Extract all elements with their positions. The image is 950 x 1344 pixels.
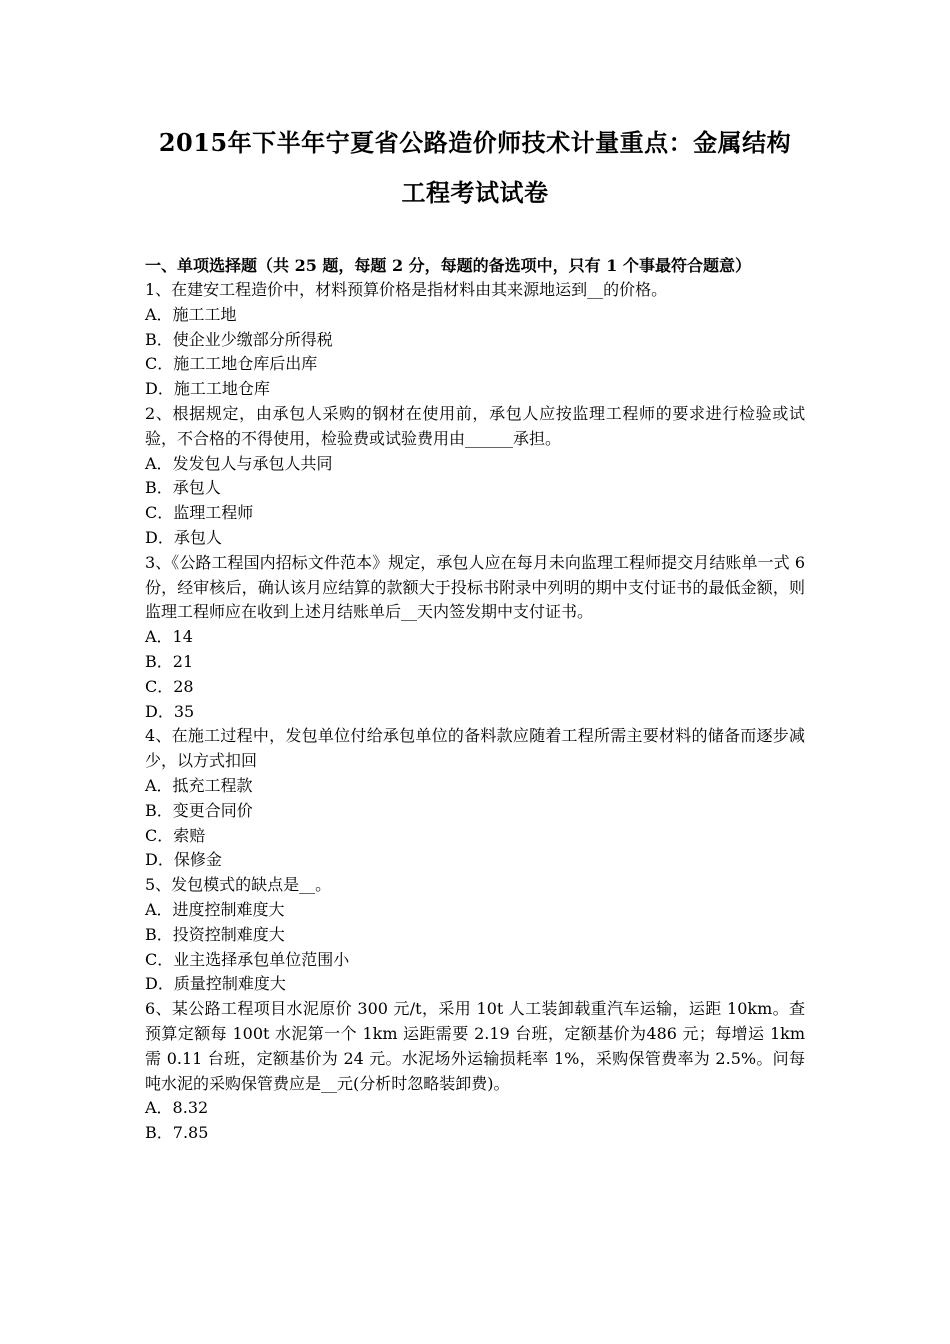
question-2-option-b: B．承包人 bbox=[145, 478, 221, 498]
question-3-option-b: B．21 bbox=[145, 651, 194, 671]
question-5-option-c: C．业主选择承包单位范围小 bbox=[145, 949, 350, 969]
question-4: 4、在施工过程中，发包单位付给承包单位的备料款应随着工程所需主要材料的储备而逐步减少，以方式扣回 bbox=[145, 726, 805, 771]
question-4-option-b: B．变更合同价 bbox=[145, 800, 253, 820]
question-2-option-a: A．发发包人与承包人共同 bbox=[145, 453, 333, 473]
question-1: 1、在建安工程造价中，材料预算价格是指材料由其来源地运到__的价格。 bbox=[145, 280, 668, 299]
question-3: 3、《公路工程国内招标文件范本》规定，承包人应在每月未向监理工程师提交月结账单一式 6 份，经审核后，确认该月应结算的款额大于投标书附录中列明的期中支付证书的最低金额，则监理工程师应在收到上述月结账单后__天内签发期中支付证书。 bbox=[145, 552, 805, 622]
question-4-option-c: C．索赔 bbox=[145, 825, 206, 845]
question-5-option-d: D．质量控制难度大 bbox=[145, 974, 286, 994]
question-4-option-d: D．保修金 bbox=[145, 850, 222, 870]
question-4-option-a: A．抵充工程款 bbox=[145, 775, 253, 795]
question-3-option-d: D．35 bbox=[145, 701, 195, 721]
question-6: 6、某公路工程项目水泥原价 300 元/t，采用 10t 人工装卸载重汽车运输，运距 10km。查预算定额每 100t 水泥第一个 1km 运距需要 2.19 台班，定额基价为486 元；每增运 1km 需 0.11 台班，定额基价为 24 元。水泥场外运输损耗率 1%，采购保管费率为 2.5%。问每吨水泥的采购保管费应是__元(分析时忽略装卸费)。 bbox=[145, 999, 805, 1093]
question-2-option-c: C．监理工程师 bbox=[145, 503, 254, 523]
question-1-option-b: B．使企业少缴部分所得税 bbox=[145, 329, 333, 349]
question-6-option-b: B．7.85 bbox=[145, 1123, 209, 1143]
question-1-option-d: D．施工工地仓库 bbox=[145, 379, 270, 399]
question-5-option-a: A．进度控制难度大 bbox=[145, 899, 285, 919]
question-1-option-a: A．施工工地 bbox=[145, 304, 237, 324]
question-1-option-c: C．施工工地仓库后出库 bbox=[145, 354, 318, 374]
document-title-line-1: 2015年下半年宁夏省公路造价师技术计量重点：金属结构 bbox=[158, 128, 792, 157]
question-3-option-c: C．28 bbox=[145, 676, 194, 696]
question-6-option-a: A．8.32 bbox=[145, 1098, 209, 1118]
question-5: 5、发包模式的缺点是__。 bbox=[145, 875, 332, 895]
question-list bbox=[145, 278, 805, 1146]
question-2-option-d: D．承包人 bbox=[145, 527, 222, 547]
section-heading: 一、单项选择题（共 25 题，每题 2 分，每题的备选项中，只有 1 个事最符合题意） bbox=[145, 256, 751, 275]
question-2: 2、根据规定，由承包人采购的钢材在使用前，承包人应按监理工程师的要求进行检验或试验，不合格的不得使用，检验费或试验费用由______承担。 bbox=[145, 403, 805, 448]
question-5-option-b: B．投资控制难度大 bbox=[145, 924, 285, 944]
question-3-option-a: A．14 bbox=[145, 627, 193, 647]
document-title-line-2: 工程考试试卷 bbox=[401, 178, 549, 207]
